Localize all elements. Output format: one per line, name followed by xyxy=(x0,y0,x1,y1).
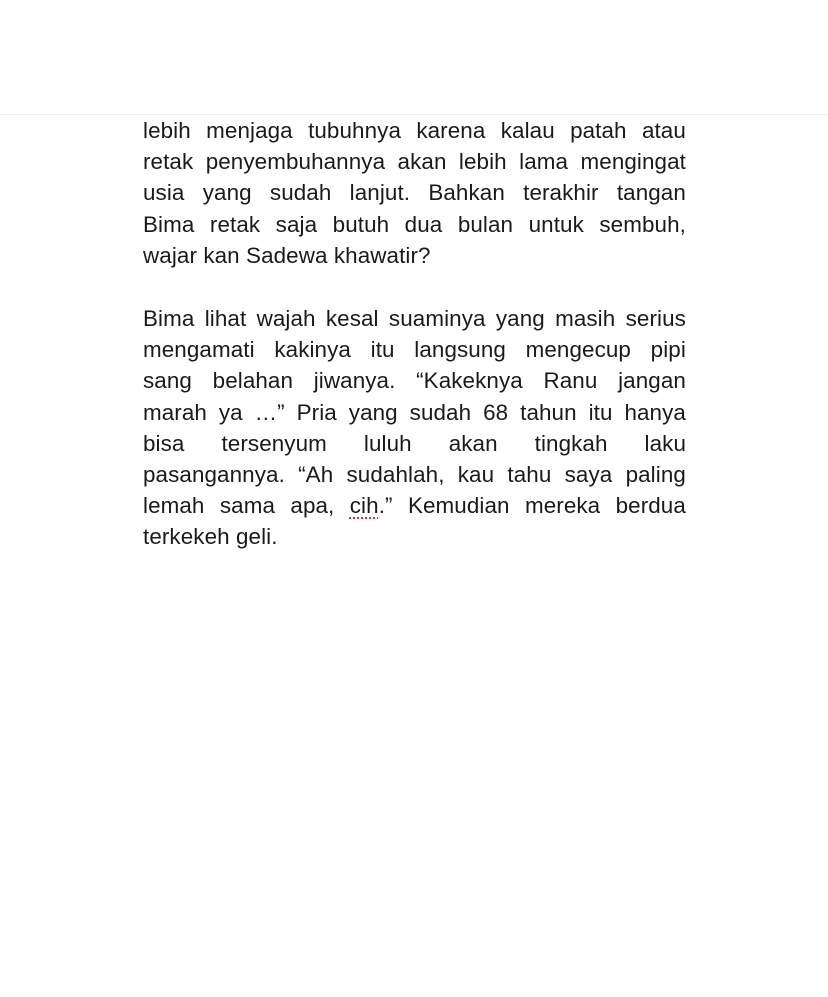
word: sembuh, xyxy=(599,211,686,237)
word: …” xyxy=(254,399,285,425)
word: paling xyxy=(625,461,686,487)
word: mereka xyxy=(524,493,601,519)
text-line: terkekeh geli. xyxy=(143,524,278,550)
word: lihat xyxy=(204,306,247,331)
word: retak xyxy=(143,149,194,175)
word: jiwanya. xyxy=(313,368,396,394)
word: kalau xyxy=(500,118,555,143)
word: belahan xyxy=(212,368,294,394)
word: ya xyxy=(218,399,243,425)
word-suffix: .” xyxy=(378,493,393,519)
word: bulan xyxy=(457,211,514,237)
word: lemah xyxy=(143,493,205,519)
word: butuh xyxy=(332,211,390,237)
word: tangan xyxy=(616,180,686,206)
text-line xyxy=(143,303,686,334)
word: Bima xyxy=(143,211,195,237)
word: berdua xyxy=(615,493,686,519)
text-line xyxy=(143,209,686,240)
paragraph-2 xyxy=(143,303,686,553)
word: mengamati xyxy=(143,337,255,363)
word: marah xyxy=(143,399,207,425)
word: pipi xyxy=(650,337,686,363)
word: “Ah xyxy=(298,461,334,487)
word: langsung xyxy=(414,337,506,363)
word: akan xyxy=(397,149,447,175)
word: patah xyxy=(570,118,627,143)
word: untuk xyxy=(528,211,584,237)
word: laku xyxy=(644,430,686,456)
text-line xyxy=(143,490,686,521)
word: lebih xyxy=(143,118,191,143)
word: Bima xyxy=(143,306,195,331)
word: retak xyxy=(209,211,261,237)
word: lama xyxy=(519,149,569,175)
word: usia xyxy=(143,180,185,206)
word: 68 xyxy=(483,399,509,425)
word: menjaga xyxy=(206,118,293,143)
word: atau xyxy=(641,118,686,143)
spellcheck-word xyxy=(350,490,393,521)
word: serius xyxy=(625,306,686,331)
text-line xyxy=(143,115,686,146)
spellcheck-underline[interactable]: cih xyxy=(349,493,379,519)
word: sudahlah, xyxy=(346,461,445,487)
word: “Kakeknya xyxy=(416,368,523,394)
word: yang xyxy=(348,399,398,425)
word: masih xyxy=(555,306,616,331)
word: akan xyxy=(448,430,498,456)
text-line xyxy=(143,397,686,428)
word: pasangannya. xyxy=(143,461,285,487)
word: lanjut. xyxy=(349,180,411,206)
text-line xyxy=(143,459,686,490)
word: sang xyxy=(143,368,192,394)
word: apa, xyxy=(290,493,335,519)
word: tingkah xyxy=(534,430,608,456)
word: tahu xyxy=(507,461,552,487)
word: lebih xyxy=(458,149,507,175)
word: mengingat xyxy=(580,149,686,175)
word: kakinya xyxy=(274,337,351,363)
text-line xyxy=(143,177,686,208)
top-bar xyxy=(0,0,828,115)
word: tahun xyxy=(520,399,577,425)
word: sudah xyxy=(269,180,332,206)
text-line xyxy=(143,146,686,177)
text-line: wajar kan Sadewa khawatir? xyxy=(143,242,431,268)
word: tersenyum xyxy=(221,430,327,456)
word: kesal xyxy=(325,306,379,331)
word: kau xyxy=(457,461,495,487)
word: jangan xyxy=(618,368,686,394)
word: wajah xyxy=(256,306,316,331)
text-line xyxy=(143,365,686,396)
word: Bahkan xyxy=(428,180,505,206)
word: bisa xyxy=(143,430,185,456)
word: Ranu xyxy=(543,368,598,394)
paragraph-1 xyxy=(143,115,686,271)
word: saya xyxy=(564,461,613,487)
word: dua xyxy=(404,211,443,237)
text-line xyxy=(143,428,686,459)
word: Kemudian xyxy=(407,493,510,519)
word: sudah xyxy=(409,399,472,425)
word: tubuhnya xyxy=(308,118,401,143)
word: mengecup xyxy=(525,337,631,363)
word: terakhir xyxy=(523,180,599,206)
word: penyembuhannya xyxy=(205,149,386,175)
word: hanya xyxy=(624,399,686,425)
word: yang xyxy=(202,180,252,206)
word: itu xyxy=(370,337,395,363)
document-page xyxy=(0,115,828,997)
word: saja xyxy=(275,211,318,237)
word: itu xyxy=(588,399,613,425)
word: karena xyxy=(416,118,486,143)
word: sama xyxy=(219,493,276,519)
word: luluh xyxy=(363,430,412,456)
word: Pria xyxy=(296,399,337,425)
text-line xyxy=(143,334,686,365)
word: yang xyxy=(495,306,545,331)
word: suaminya xyxy=(388,306,486,331)
